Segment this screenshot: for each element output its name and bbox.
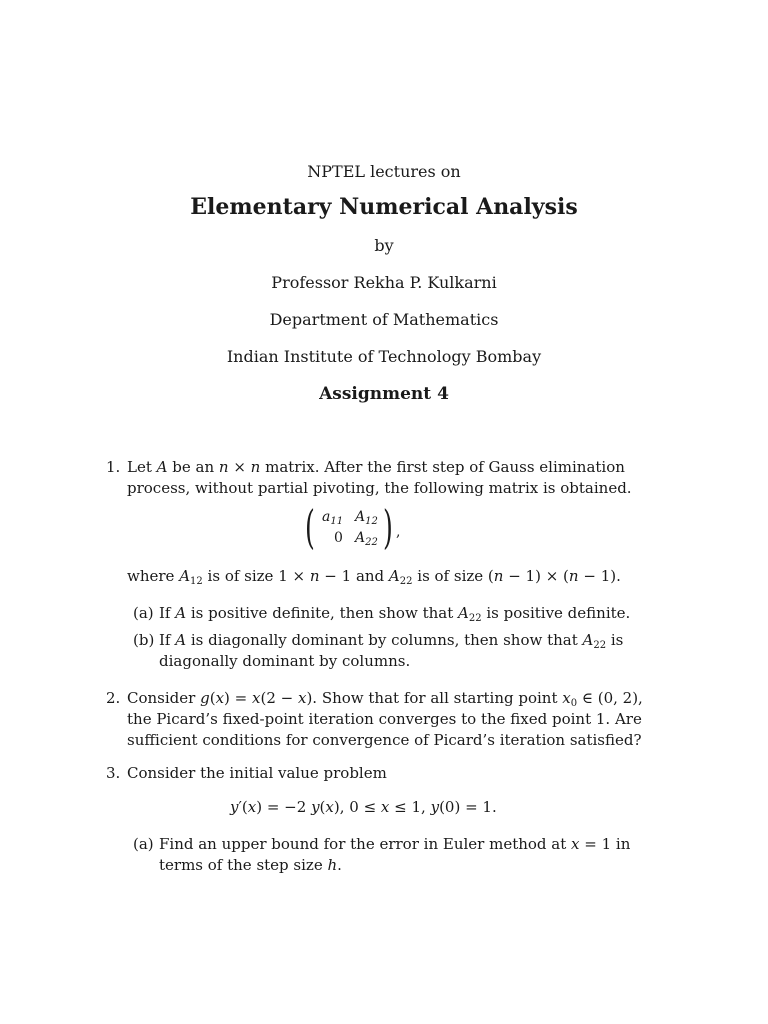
left-parenthesis: ( bbox=[305, 500, 315, 554]
q3a-label: (a) bbox=[133, 835, 154, 853]
q1-text-line-1: Let A be an n × n matrix. After the first step of Gauss elimination bbox=[127, 458, 625, 476]
course-title: Elementary Numerical Analysis bbox=[190, 194, 578, 220]
q3a-text-line-2: terms of the step size h. bbox=[159, 856, 342, 874]
q1b-text-line-2: diagonally dominant by columns. bbox=[159, 652, 411, 670]
matrix-trailing-comma: , bbox=[396, 524, 401, 540]
department-name: Department of Mathematics bbox=[269, 310, 499, 329]
q3-equation: y′(x) = −2 y(x), 0 ≤ x ≤ 1, y(0) = 1. bbox=[230, 798, 497, 816]
matrix-a12: $A_{12}$ bbox=[355, 509, 378, 527]
q1b-text-line-1: If A is diagonally dominant by columns, then show that $A_{22}$ is bbox=[159, 631, 624, 651]
q1a-label: (a) bbox=[133, 604, 154, 622]
right-parenthesis: ) bbox=[383, 500, 393, 554]
institute-name: Indian Institute of Technology Bombay bbox=[226, 347, 542, 366]
assignment-heading: Assignment 4 bbox=[319, 384, 449, 404]
q1-where-line: where $A_{12}$ is of size 1 × n − 1 and $A_{22}$ is of size (n − 1) × (n − 1). bbox=[127, 567, 621, 587]
q2-text-line-1: Consider g(x) = x(2 − x). Show that for all starting point $x_0$ ∈ (0, 2), bbox=[127, 689, 643, 709]
by-line: by bbox=[374, 236, 394, 255]
q2-number: 2. bbox=[106, 689, 121, 707]
q3-intro: Consider the initial value problem bbox=[127, 764, 387, 782]
q1-text-line-2: process, without partial pivoting, the following matrix is obtained. bbox=[127, 479, 632, 497]
q1-number: 1. bbox=[106, 458, 121, 476]
q2-text-line-2: the Picard’s fixed-point iteration converges to the fixed point 1. Are bbox=[127, 710, 642, 728]
matrix-a22: $A_{22}$ bbox=[355, 530, 378, 548]
q1b-label: (b) bbox=[133, 631, 155, 649]
matrix-a11: $a_{11}$ bbox=[322, 509, 344, 527]
lecture-series-line: NPTEL lectures on bbox=[307, 162, 461, 181]
q3a-text-line-1: Find an upper bound for the error in Euler method at x = 1 in bbox=[159, 835, 631, 853]
matrix-zero: 0 bbox=[334, 530, 343, 546]
q3-number: 3. bbox=[106, 764, 121, 782]
q1-matrix bbox=[305, 500, 405, 554]
q2-text-line-3: sufficient conditions for convergence of Picard’s iteration satisfied? bbox=[127, 731, 642, 749]
q1a-text: If A is positive definite, then show that $A_{22}$ is positive definite. bbox=[159, 604, 631, 624]
author-name: Professor Rekha P. Kulkarni bbox=[271, 273, 497, 292]
